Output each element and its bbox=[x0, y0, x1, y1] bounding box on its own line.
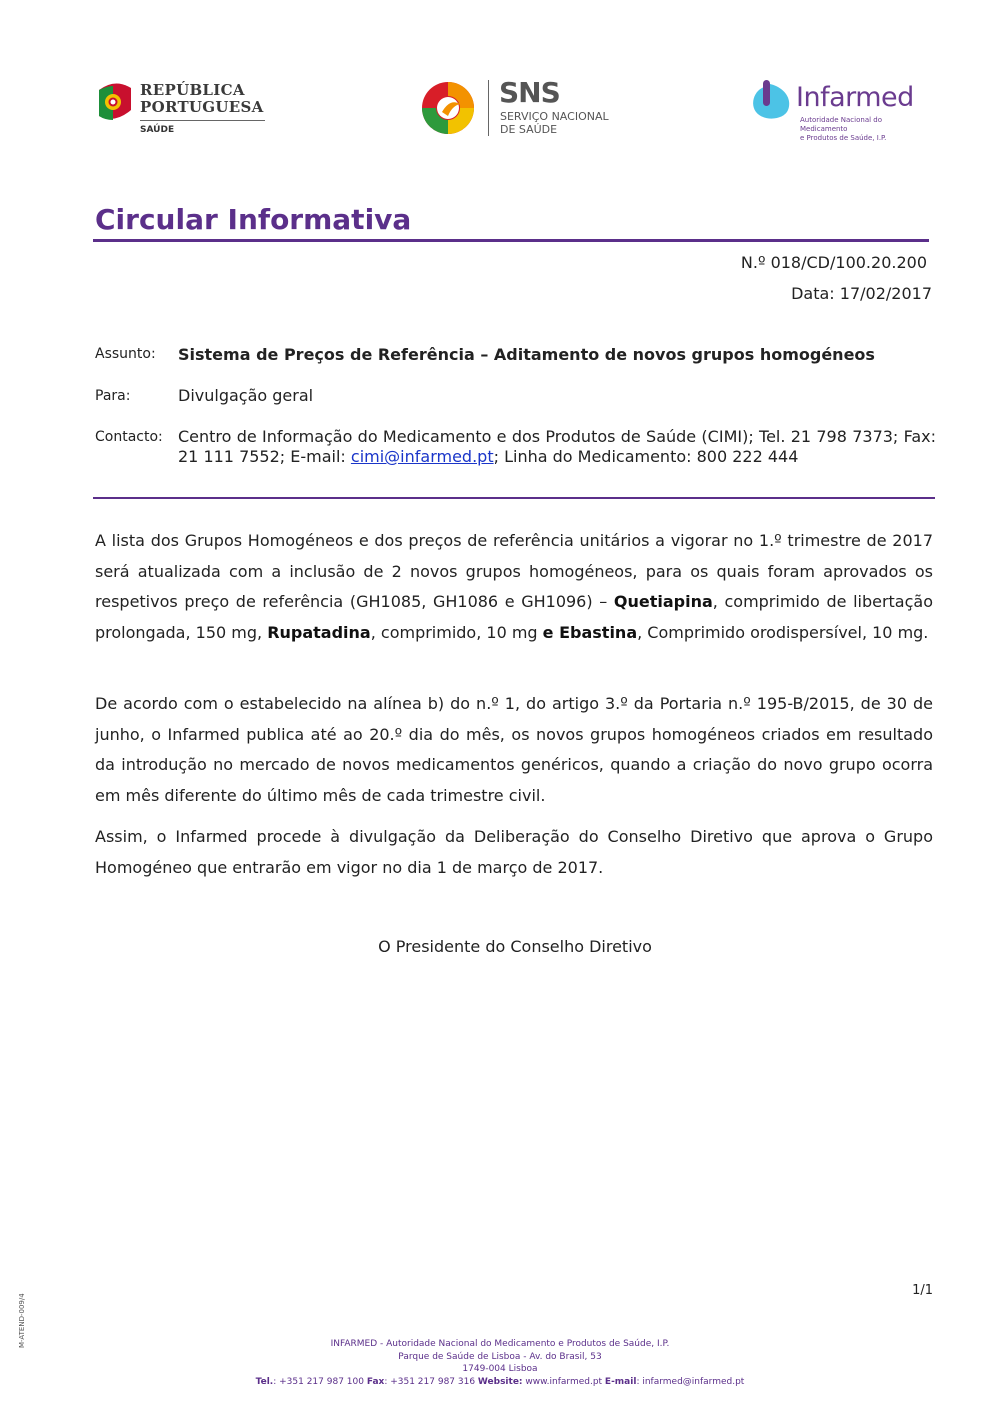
footer-web-value[interactable]: www.infarmed.pt bbox=[522, 1377, 605, 1388]
infarmed-wordmark: Infarmed bbox=[796, 82, 914, 113]
body-paragraph-1 bbox=[95, 526, 933, 649]
document-title: Circular Informativa bbox=[95, 203, 412, 236]
contact-text-before: Centro de Informação do Medicamento e dos Produtos de Saúde (CIMI); Tel. 21 798 7373; Fax: 21 111 7552; E-mail: bbox=[178, 427, 936, 466]
footer-line2: Parque de Saúde de Lisboa - Av. do Brasil, 53 bbox=[398, 1351, 602, 1362]
footer-email-value[interactable]: : infarmed@infarmed.pt bbox=[636, 1377, 745, 1388]
side-form-code: M-ATEND-009/4 bbox=[18, 1293, 26, 1348]
infarmed-sub2: e Produtos de Saúde, I.P. bbox=[800, 134, 887, 142]
p1-text-4: , Comprimido orodispersível, 10 mg. bbox=[637, 623, 929, 643]
contact-email-link[interactable]: cimi@infarmed.pt bbox=[350, 447, 494, 466]
portugal-flag-emblem-icon bbox=[95, 80, 135, 124]
footer-contacts bbox=[0, 1376, 1000, 1389]
footer-fax-label: Fax bbox=[366, 1377, 385, 1388]
republica-portuguesa-logo bbox=[95, 80, 275, 140]
p1-text-3: , comprimido, 10 mg bbox=[370, 623, 543, 643]
page-number: 1/1 bbox=[912, 1283, 933, 1298]
infarmed-sub1: Autoridade Nacional do Medicamento bbox=[800, 116, 883, 133]
republica-subtitle: SAÚDE bbox=[140, 125, 175, 135]
contact-text-after: ; Linha do Medicamento: 800 222 444 bbox=[493, 447, 799, 466]
recipient-value: Divulgação geral bbox=[178, 386, 314, 405]
footer-line1: INFARMED - Autoridade Nacional do Medicamento e Produtos de Saúde, I.P. bbox=[330, 1339, 670, 1349]
footer-tel-label: Tel. bbox=[255, 1377, 274, 1388]
signature-line: O Presidente do Conselho Diretivo bbox=[378, 937, 652, 956]
page-footer bbox=[0, 1338, 1000, 1389]
republica-divider bbox=[140, 120, 265, 121]
infarmed-drop-icon bbox=[750, 78, 794, 124]
sns-line2: DE SAÚDE bbox=[500, 123, 558, 136]
footer-fax-value: : +351 217 987 316 bbox=[384, 1377, 478, 1388]
contact-label: Contacto: bbox=[95, 429, 163, 445]
footer-email-label: E-mail bbox=[604, 1377, 637, 1388]
subject-label: Assunto: bbox=[95, 346, 156, 362]
subject-value: Sistema de Preços de Referência – Aditamento de novos grupos homogéneos bbox=[178, 345, 875, 364]
contact-value bbox=[178, 427, 936, 467]
sns-logo bbox=[420, 78, 620, 140]
infarmed-logo bbox=[750, 78, 930, 140]
republica-line1: REPÚBLICA bbox=[140, 81, 245, 99]
footer-line3: 1749-004 Lisboa bbox=[462, 1364, 538, 1375]
document-date: Data: 17/02/2017 bbox=[791, 284, 932, 303]
sns-ring-icon bbox=[420, 78, 480, 138]
republica-line2: PORTUGUESA bbox=[140, 98, 264, 116]
sns-divider bbox=[488, 80, 489, 136]
footer-tel-value: : +351 217 987 100 bbox=[273, 1377, 367, 1388]
document-number: N.º 018/CD/100.20.200 bbox=[740, 253, 927, 272]
body-paragraph-3: Assim, o Infarmed procede à divulgação da Deliberação do Conselho Diretivo que aprova o Grupo Homogéneo que entrarão em vigor no dia 1 de março de 2017. bbox=[95, 827, 933, 877]
p1-bold-quetiapina: Quetiapina bbox=[613, 592, 713, 612]
title-divider bbox=[93, 239, 929, 242]
recipient-label: Para: bbox=[95, 388, 131, 404]
sns-line1: SERVIÇO NACIONAL bbox=[500, 110, 609, 123]
p1-bold-ebastina: e Ebastina bbox=[542, 623, 638, 643]
sns-acronym: SNS bbox=[499, 76, 560, 109]
body-paragraph-2: De acordo com o estabelecido na alínea b) do n.º 1, do artigo 3.º da Portaria n.º 195-B/2015, de 30 de junho, o Infarmed publica até ao 20.º dia do mês, os novos grupos homogéneos criados em resultado da introdução no mercado de novos medicamentos genéricos, quando a criação do novo grupo ocorra em mês diferente do último mês de cada trimestre civil. bbox=[95, 694, 933, 806]
footer-web-label: Website: bbox=[477, 1377, 523, 1388]
meta-divider bbox=[93, 497, 935, 499]
p1-text-2: , comprimido de libertação prolongada, 150 mg, bbox=[95, 592, 934, 643]
p1-text-1: A lista dos Grupos Homogéneos e dos preços de referência unitários a vigorar no 1.º trimestre de 2017 será atualizada com a inclusão de 2 novos grupos homogéneos, para os quais foram aprovados os respetivos preço de referência (GH1085, GH1086 e GH1096) – bbox=[95, 531, 933, 612]
p1-bold-rupatadina: Rupatadina bbox=[267, 623, 371, 643]
